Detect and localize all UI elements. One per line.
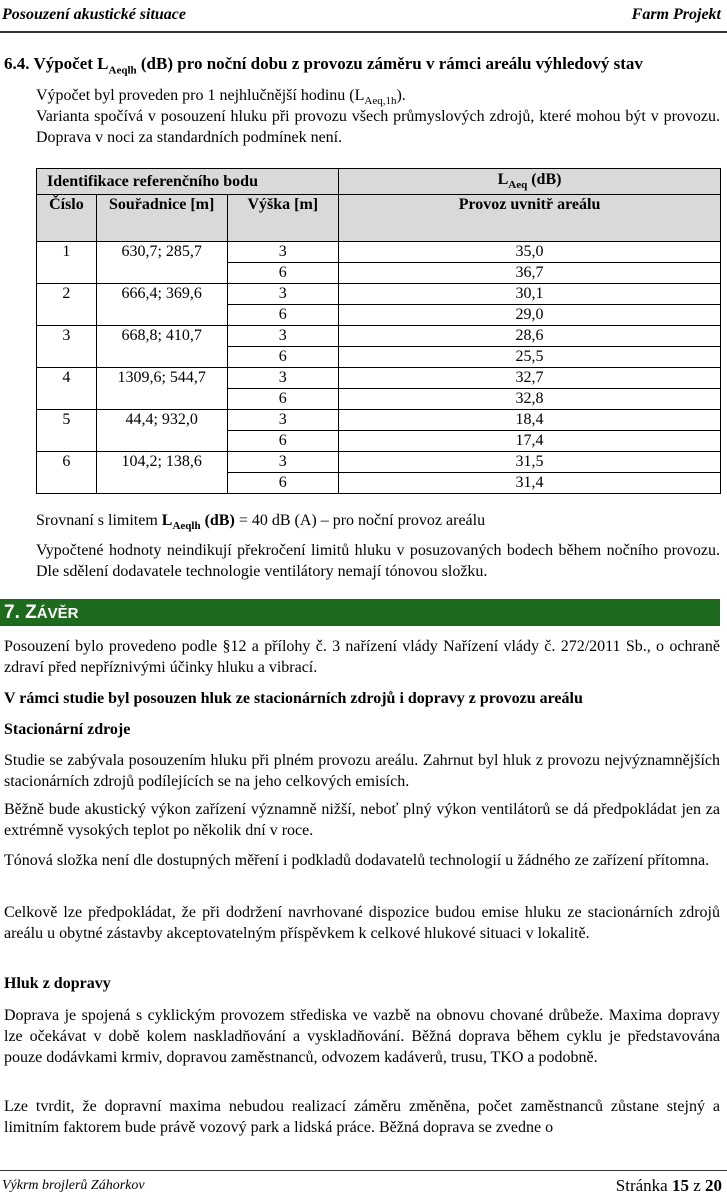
footer-page-number: Stránka 15 z 20 <box>615 1176 722 1195</box>
traffic-heading: Hluk z dopravy <box>4 975 111 992</box>
cell-laeq: 31,5 <box>339 452 721 473</box>
col-vyska: Výška [m] <box>227 195 339 242</box>
stationary-p2: Běžně bude akustický výkon zařízení významně nižší, neboť plný výkon ventilátorů se dá předpokládat jen za extrémně vysokých teplot po několik dní v roce. <box>4 801 720 839</box>
table-row <box>37 242 721 263</box>
section-7-intro: Posouzení bylo provedeno podle §12 a přílohy č. 3 nařízení vlády Nařízení vlády č. 272/2011 Sb., o ochraně zdraví před nepříznivými účinky hluku a vibrací. <box>4 638 720 676</box>
cell-souradnice: 666,4; 369,6 <box>96 284 227 326</box>
stationary-p4: Celkově lze předpokládat, že při dodržení navrhované dispozice budou emise hluku ze stacionárních zdrojů areálu u obytné zástavby akceptovatelným příspěvkem k celkové hlukové situaci v lokalitě. <box>4 904 720 942</box>
section-6-4-heading: 6.4. Výpočet $L_{Aeqlh}$ (dB) pro noční dobu z provozu záměru v rámci areálu výhledový stav <box>4 54 643 77</box>
cell-vyska: 6 <box>227 305 339 326</box>
section-7-bold-statement: V rámci studie byl posouzen hluk ze stacionárních zdrojů i dopravy z provozu areálu <box>4 690 583 707</box>
cell-vyska: 3 <box>227 284 339 305</box>
cell-laeq: 35,0 <box>339 242 721 263</box>
table-row <box>37 410 721 431</box>
cell-vyska: 3 <box>227 410 339 431</box>
page-header <box>0 2 724 29</box>
cell-laeq: 28,6 <box>339 326 721 347</box>
stationary-sources-heading: Stacionární zdroje <box>4 721 131 738</box>
table-row <box>37 326 721 347</box>
header-divider <box>0 31 727 33</box>
table-row <box>37 452 721 473</box>
cell-vyska: 3 <box>227 368 339 389</box>
cell-cislo: 2 <box>37 284 97 326</box>
cell-cislo: 5 <box>37 410 97 452</box>
cell-vyska: 6 <box>227 431 339 452</box>
cell-laeq: 25,5 <box>339 347 721 368</box>
traffic-p2: Lze tvrdit, že dopravní maxima nebudou realizací záměru změněna, počet zaměstnanců zůstane stejný a limitním faktorem bude právě vozový park a lidská práce. Běžná doprava se zvedne o <box>4 1098 720 1136</box>
cell-laeq: 29,0 <box>339 305 721 326</box>
limit-comparison: Srovnaní s limitem $L_{Aeqlh}$ (dB) = 40 dB (A) – pro noční provoz areálu <box>36 512 486 533</box>
cell-souradnice: 44,4; 932,0 <box>96 410 227 452</box>
cell-souradnice: 668,8; 410,7 <box>96 326 227 368</box>
cell-vyska: 6 <box>227 389 339 410</box>
header-company: Farm Projekt <box>631 6 721 23</box>
cell-vyska: 3 <box>227 242 339 263</box>
footer-divider <box>0 1170 727 1171</box>
footer-project: Výkrm brojlerů Záhorkov <box>2 1178 145 1193</box>
cell-vyska: 3 <box>227 326 339 347</box>
table-header-row <box>37 169 721 195</box>
section-7-heading: 7. ZÁVĚR <box>0 599 720 626</box>
cell-laeq: 36,7 <box>339 263 721 284</box>
table-subheader-row <box>37 195 721 242</box>
col-souradnice: Souřadnice [m] <box>96 195 227 242</box>
cell-laeq: 18,4 <box>339 410 721 431</box>
header-reference-point: Identifikace referenčního bodu <box>37 169 339 195</box>
cell-cislo: 4 <box>37 368 97 410</box>
cell-cislo: 1 <box>37 242 97 284</box>
noise-results-table <box>36 168 721 494</box>
cell-vyska: 6 <box>227 347 339 368</box>
table-row <box>37 284 721 305</box>
stationary-p1: Studie se zabývala posouzením hluku při plném provozu areálu. Zahrnut byl hluk z provozu nejvýznamnějších stacionárních zdrojů podílejících se na jeho celkových emisích. <box>4 752 720 790</box>
cell-cislo: 3 <box>37 326 97 368</box>
cell-cislo: 6 <box>37 452 97 494</box>
cell-laeq: 30,1 <box>339 284 721 305</box>
cell-laeq: 31,4 <box>339 473 721 494</box>
cell-laeq: 32,7 <box>339 368 721 389</box>
header-laeq: $L_{Aeq}$ (dB) <box>339 169 721 195</box>
cell-souradnice: 104,2; 138,6 <box>96 452 227 494</box>
section-6-4-variant: Varianta spočívá v posouzení hluku při provozu všech průmyslových zdrojů, které mohou být v provozu. Doprava v noci za standardních podmínek není. <box>36 108 720 146</box>
table-body <box>37 242 721 494</box>
cell-vyska: 3 <box>227 452 339 473</box>
section-6-4-intro: Výpočet byl proveden pro 1 nejhlučnější hodinu $(L_{Aeq,1h})$. <box>36 87 406 108</box>
cell-laeq: 17,4 <box>339 431 721 452</box>
cell-souradnice: 1309,6; 544,7 <box>96 368 227 410</box>
night-conclusion: Vypočtené hodnoty neindikují překročení limitů hluku v posuzovaných bodech během nočního provozu. Dle sdělení dodavatele technologie ventilátory nemají tónovou složku. <box>36 542 720 580</box>
cell-vyska: 6 <box>227 263 339 284</box>
table-row <box>37 368 721 389</box>
header-title: Posouzení akustické situace <box>2 6 187 23</box>
cell-vyska: 6 <box>227 473 339 494</box>
col-cislo: Číslo <box>37 195 97 242</box>
stationary-p3: Tónová složka není dle dostupných měření i podkladů dodavatelů technologií u žádného ze zařízení přítomna. <box>4 852 710 869</box>
cell-laeq: 32,8 <box>339 389 721 410</box>
col-provoz: Provoz uvnitř areálu <box>339 195 721 242</box>
traffic-p1: Doprava je spojená s cyklickým provozem střediska ve vazbě na obnovu chované drůbeže. Maxima dopravy lze očekávat v době kolem naskladňování a vyskladňování. Běžná doprava během cyklu je představována pouze dodávkami krmiv, dopravou zaměstnanců, odvozem kadáverů, trusu, TKO a podobně. <box>4 1007 720 1066</box>
cell-souradnice: 630,7; 285,7 <box>96 242 227 284</box>
